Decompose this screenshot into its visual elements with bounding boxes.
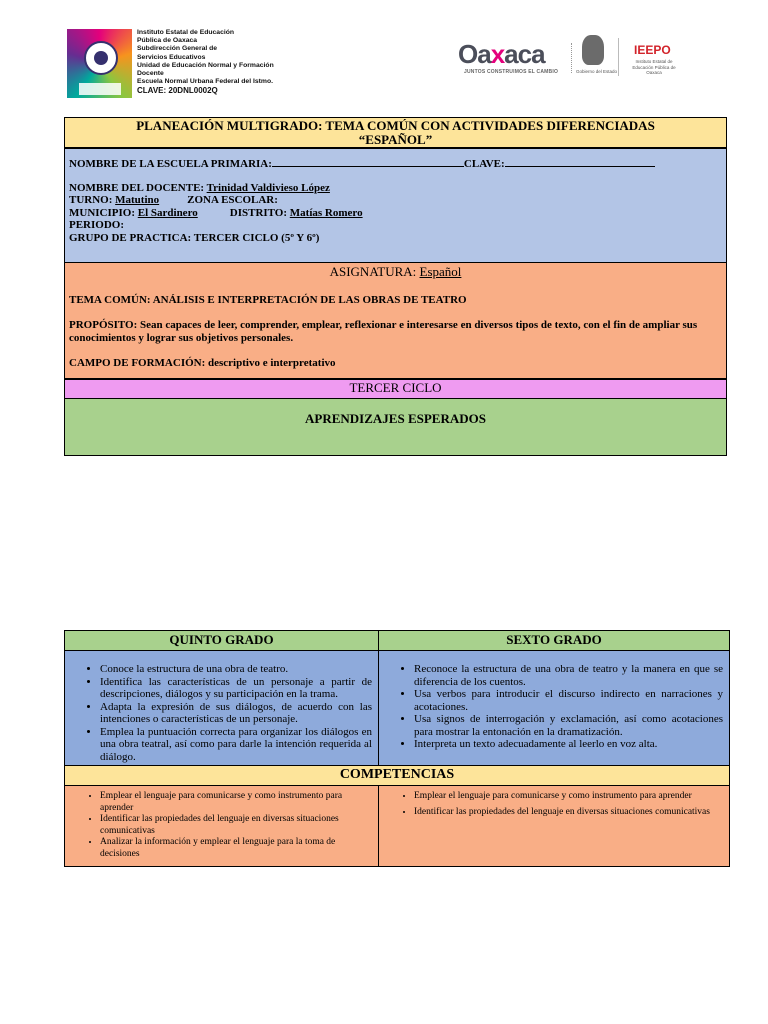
periodo-line: PERIODO: bbox=[69, 219, 124, 231]
list-item: • Identificar las propiedades del lenguaje en diversas situaciones comunicativas bbox=[100, 814, 372, 837]
quinto-header: QUINTO GRADO bbox=[65, 631, 379, 651]
list-item: • Identifica las características de un personaje a partir de descripciones, diálogos y su participación en la trama. bbox=[100, 676, 372, 701]
ieepo-subtitle: Instituto Estatal de Educación Pública de Oaxaca bbox=[632, 59, 676, 75]
campo-formacion: CAMPO DE FORMACIÓN: descriptivo e interpretativo bbox=[69, 357, 336, 369]
institution-header bbox=[67, 29, 283, 99]
list-item: • Reconoce la estructura de una obra de teatro y la manera en que se diferencia de los cuentos. bbox=[414, 663, 723, 688]
oaxaca-tagline: JUNTOS CONSTRUIMOS EL CAMBIO bbox=[464, 69, 559, 75]
grades-table bbox=[64, 630, 730, 867]
tema-comun: TEMA COMÚN: ANÁLISIS E INTERPRETACIÓN DE LAS OBRAS DE TEATRO bbox=[69, 294, 467, 306]
proposito: PROPÓSITO: Sean capaces de leer, comprender, emplear, reflexionar e interesarse en diversos tipos de texto, con el fin de ampliar sus conocimientos y lograr sus objetivos personales. bbox=[69, 319, 698, 344]
school-info bbox=[64, 148, 727, 263]
escuela-line: NOMBRE DE LA ESCUELA PRIMARIA: CLAVE: bbox=[69, 158, 726, 171]
divider bbox=[618, 38, 619, 76]
ciclo-heading: TERCER CICLO bbox=[64, 379, 727, 399]
list-item: • Emplear el lenguaje para comunicarse y como instrumento para aprender bbox=[414, 791, 723, 803]
sexto-header: SEXTO GRADO bbox=[379, 631, 730, 651]
subject-info bbox=[64, 262, 727, 379]
list-item: • Emplear el lenguaje para comunicarse y como instrumento para aprender bbox=[100, 791, 372, 814]
list-item: • Usa verbos para introducir el discurso indirecto en narraciones y acotaciones. bbox=[414, 688, 723, 713]
asignatura: ASIGNATURA: Español bbox=[329, 264, 462, 279]
aprendizajes-heading: APRENDIZAJES ESPERADOS bbox=[64, 398, 727, 456]
divider bbox=[571, 43, 573, 73]
gobierno-label: Gobierno del Estado bbox=[576, 69, 618, 74]
grupo-line: GRUPO DE PRACTICA: TERCER CICLO (5º Y 6º) bbox=[69, 231, 320, 244]
plan-title: PLANEACIÓN MULTIGRADO: TEMA COMÚN CON ACTIVIDADES DIFERENCIADAS “ESPAÑOL” bbox=[64, 117, 727, 148]
list-item: • Usa signos de interrogación y exclamación, así como acotaciones para mostrar la entonación en la dramatización. bbox=[414, 713, 723, 738]
competencias-quinto bbox=[65, 786, 379, 867]
turno-line: TURNO: Matutino ZONA ESCOLAR: bbox=[69, 194, 278, 206]
school-seal-icon bbox=[84, 41, 118, 75]
state-seal-icon bbox=[582, 35, 604, 65]
list-item: • Emplea la puntuación correcta para organizar los diálogos en una obra teatral, así como para darle la intención requerida al diálogo. bbox=[100, 726, 372, 764]
government-logos bbox=[458, 35, 678, 80]
list-item: • Conoce la estructura de una obra de teatro. bbox=[100, 663, 372, 676]
competencias-heading: COMPETENCIAS bbox=[65, 766, 730, 786]
quinto-aprendizajes bbox=[65, 651, 379, 766]
list-item: • Identificar las propiedades del lenguaje en diversas situaciones comunicativas bbox=[414, 807, 723, 819]
list-item: • Analizar la información y emplear el lenguaje para la toma de decisiones bbox=[100, 837, 372, 860]
sexto-aprendizajes bbox=[379, 651, 730, 766]
municipio-line: MUNICIPIO: El Sardinero DISTRITO: Matías Romero bbox=[69, 206, 363, 219]
ieepo-logo: IEEPO bbox=[634, 43, 671, 57]
oaxaca-logo: Oaxaca bbox=[458, 39, 545, 69]
docente-line: NOMBRE DEL DOCENTE: Trinidad Valdivieso López bbox=[69, 181, 330, 194]
institution-text: Instituto Estatal de Educación Pública de Oaxaca Subdirección General de Servicios Educativos Unidad de Educación Normal y Formación Docente Escuela Normal Urbana Federal del Istmo. CLAVE: 20DNL0002Q bbox=[137, 29, 274, 96]
list-item: • Interpreta un texto adecuadamente al leerlo en voz alta. bbox=[414, 738, 723, 751]
institution-clave: CLAVE: 20DNL0002Q bbox=[137, 86, 218, 96]
competencias-sexto bbox=[379, 786, 730, 867]
school-logo bbox=[67, 29, 132, 98]
list-item: • Adapta la expresión de sus diálogos, de acuerdo con las intenciones o características de un personaje. bbox=[100, 701, 372, 726]
